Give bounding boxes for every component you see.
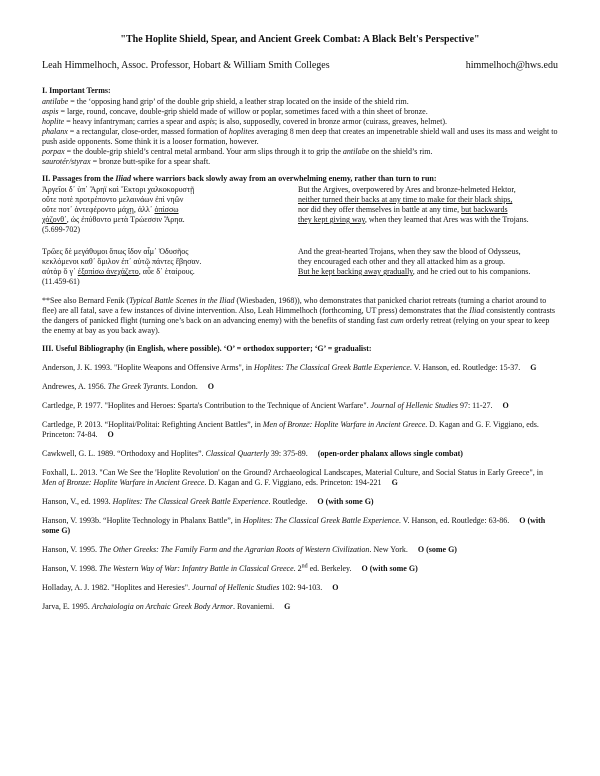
bibliography-entry: Hanson, V., ed. 1993. Hoplites: The Classical Greek Battle Experience. Routledge. O (with some G) <box>42 497 374 506</box>
term-entry: phalanx = a rectangular, close-order, massed formation of hoplites averaging 8 men deep that creates an impenetrable shield wall and uses its mass and weight to push aside opponents. Some think it is a looser formation, however. <box>42 127 558 146</box>
classification-mark: O (with some G) <box>42 516 546 535</box>
classification-mark: O <box>107 430 114 439</box>
author-line: Leah Himmelhoch, Assoc. Professor, Hobart & William Smith Colleges <box>42 60 330 71</box>
section-1-heading: I. Important Terms: <box>42 86 111 95</box>
passage-row-1 <box>42 185 558 235</box>
classification-mark: G <box>284 602 291 611</box>
passage-citation: (5.699-702) <box>42 225 80 234</box>
english-passage-2: And the great-hearted Trojans, when they saw the blood of Odysseus, they encouraged each other and they all attacked him as a group. But he kept backing away gradually, and he cried out to his companions. <box>298 247 531 276</box>
author-email[interactable]: himmelhoch@hws.edu <box>465 60 558 71</box>
classification-mark: O (with some G) <box>317 497 374 506</box>
classification-mark: O <box>207 382 215 391</box>
bibliography-entry: Hanson, V. 1995. The Other Greeks: The Family Farm and the Agrarian Roots of Western Civilization. New York. O (some G) <box>42 545 457 554</box>
term-entry: aspis = large, round, concave, double-grip shield made of willow or poplar, sometimes faced with a thin sheet of bronze. <box>42 107 428 116</box>
term-entry: hoplite = heavy infantryman; carries a spear and aspis; is also, supposedly, covered in bronze armor (cuirass, greaves, helmet). <box>42 117 447 126</box>
bibliography-entry: Holladay, A. J. 1982. "Hoplites and Heresies". Journal of Hellenic Studies 102: 94-103. O <box>42 583 339 592</box>
classification-mark: O (with some G) <box>361 564 418 573</box>
bibliography-entry: Jarva, E. 1995. Archaiologia on Archaic Greek Body Armor. Rovaniemi. G <box>42 602 291 611</box>
classification-mark: O (some G) <box>417 545 457 554</box>
bibliography-entry: Anderson, J. K. 1993. "Hoplite Weapons and Offensive Arms", in Hoplites: The Classical Greek Battle Experience. V. Hanson, ed. Routledge: 15-37. G <box>42 363 537 372</box>
terms-list <box>42 97 558 167</box>
passages <box>42 185 558 287</box>
passage-row-2 <box>42 247 558 287</box>
bibliography-entry: Cawkwell, G. L. 1989. “Orthodoxy and Hoplites”. Classical Quarterly 39: 375-89. (open-order phalanx allows single combat) <box>42 449 463 458</box>
classification-mark: O <box>502 401 509 410</box>
page-title: "The Hoplite Shield, Spear, and Ancient Greek Combat: A Black Belt's Perspective" <box>120 34 480 45</box>
bibliography-entry: Hanson, V. 1993b. “Hoplite Technology in Phalanx Battle”, in Hoplites: The Classical Greek Battle Experience. V. Hanson, ed. Routledge: 63-86. O (with some G) <box>42 516 546 535</box>
bibliography-entry: Hanson, V. 1998. The Western Way of War: Infantry Battle in Classical Greece. 2nd ed. Berkeley. O (with some G) <box>42 563 418 573</box>
bibliography-entry: Cartledge, P. 2013. “Hoplitai/Politai: Refighting Ancient Battles”, in Men of Bronze: Hoplite Warfare in Ancient Greece. D. Kagan and G. F. Viggiano, eds. Princeton: 74-84. O <box>42 420 539 439</box>
english-passage-1: But the Argives, overpowered by Ares and bronze-helmeted Hektor, neither turned their backs at any time to make for their black ships, nor did they offer themselves in battle at any time, but backwards they kept giving way, when they learned that Ares was with the Trojans. <box>298 185 529 224</box>
term-entry: saurotér/styrax = bronze butt-spike for a spear shaft. <box>42 157 211 166</box>
section-3-heading: III. Useful Bibliography (in English, where possible). ‘O’ = orthodox supporter; ‘G’ = gradualist: <box>42 344 372 353</box>
fenik-note: **See also Bernard Fenik (Typical Battle Scenes in the Iliad (Wiesbaden, 1968)), who demonstrates that panicked chariot retreats (turning a chariot around to flee) are all fatal, save a few instances of divine intervention. Also, Leah Himmelhoch (forthcoming, UT press) demonstrates that the Iliad consistently contrasts the dangers of panicked flight (turning one’s back on an advancing enemy) with the benefits of standing fast cum orderly retreat (relying on your spear to keep the enemy at bay as you back away). <box>42 296 556 335</box>
classification-mark: (open-order phalanx allows single combat) <box>317 449 463 458</box>
author-row <box>42 60 558 72</box>
bibliography-list <box>42 363 558 612</box>
section-2-heading: II. Passages from the Iliad where warriors back slowly away from an overwhelming enemy, rather than turn to run: <box>42 174 437 183</box>
term-entry: porpax = the double-grip shield’s central metal armband. Your arm slips through it to grip the antilabe on the shield’s rim. <box>42 147 433 156</box>
term-entry: antilabe = the ‘opposing hand grip’ of the double grip shield, a leather strap located on the inside of the shield rim. <box>42 97 409 106</box>
classification-mark: O <box>332 583 339 592</box>
classification-mark: G <box>391 478 398 487</box>
classification-mark: G <box>530 363 537 372</box>
passage-citation: (11.459-61) <box>42 277 80 286</box>
bibliography-entry: Foxhall, L. 2013. "Can We See the 'Hoplite Revolution' on the Ground? Archaeological Landscapes, Material Culture, and Social Status in Early Greece", in Men of Bronze: Hoplite Warfare in Ancient Greece. D. Kagan and G. F. Viggiano, eds. Princeton: 194-221 G <box>42 468 543 487</box>
greek-passage-1: Ἀργεῖοι δ᾽ ὑπ᾽ Ἄρηϊ καὶ Ἕκτορι χαλκοκορυστῇ οὔτε ποτὲ προτρέποντο μελαινάων ἐπὶ νηῶν οὔτε ποτ᾽ ἀντεφέροντο μάχῃ, ἀλλ᾽ ὀπίσσω χάζονθ᾽, ὡς ἐπύθοντο μετὰ Τρώεσσιν Ἄρηα. (5.699-702) <box>42 185 258 235</box>
bibliography-entry: Andrewes, A. 1956. The Greek Tyrants. London. O <box>42 382 215 391</box>
bibliography-entry: Cartledge, P. 1977. "Hoplites and Heroes: Sparta's Contribution to the Technique of Ancient Warfare". Journal of Hellenic Studies 97: 11-27. O <box>42 401 509 410</box>
greek-passage-2: Τρῶες δὲ μεγάθυμοι ὅπως ἴδον αἷμ᾽ Ὀδυσῆος κεκλόμενοι καθ᾽ ὅμιλον ἐπ᾽ αὐτῷ πάντες ἔβησαν. αὐτὰρ ὅ γ᾽ ἐξοπίσω ἀνεχάζετο, αὖε δ᾽ ἑταίρους. (11.459-61) <box>42 247 258 287</box>
